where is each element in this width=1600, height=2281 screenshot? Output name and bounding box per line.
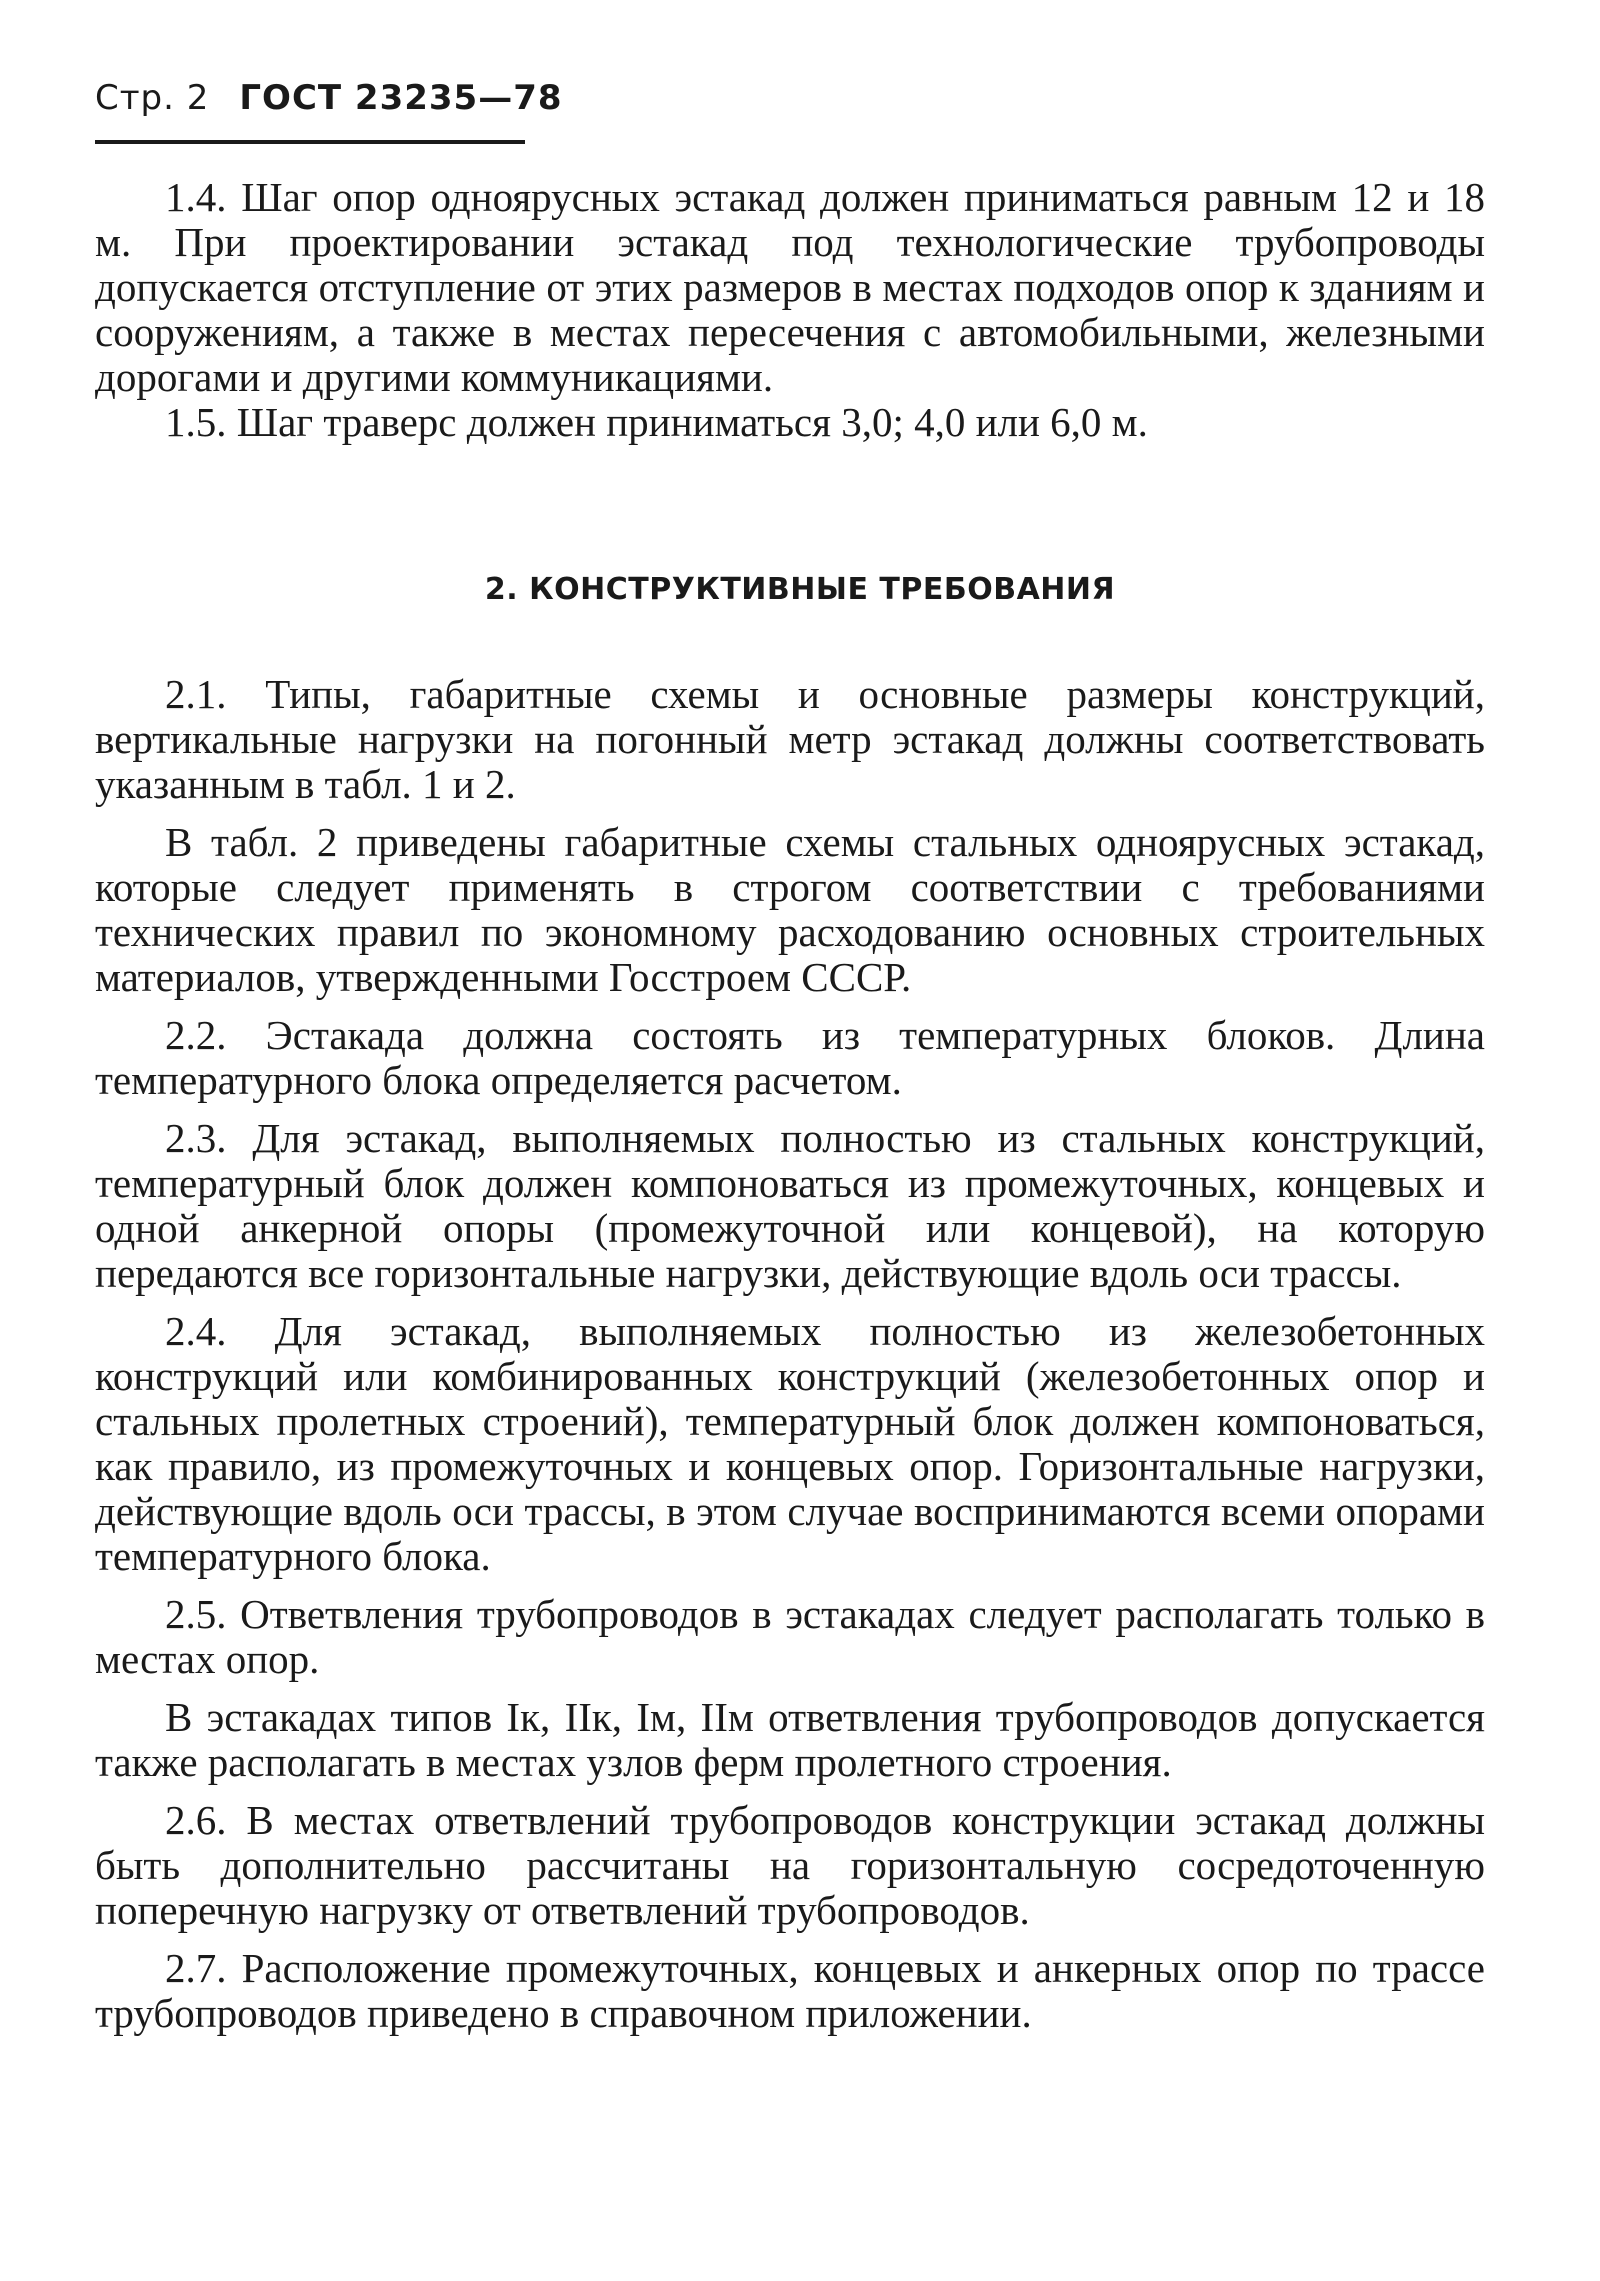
section-2-title: 2. КОНСТРУКТИВНЫЕ ТРЕБОВАНИЯ [484, 572, 1116, 607]
page-number: Стр. 2 [95, 78, 210, 118]
paragraph-table-2-note: В табл. 2 приведены габаритные схемы стальных одноярусных эстакад, которые следует применять в строгом соответствии с требованиями технических правил по экономному расходованию основных строительных материалов, утвержденными Госстроем СССР. [95, 819, 1485, 1000]
paragraph-2-6: 2.6. В местах ответвлений трубопроводов конструкции эстакад должны быть дополнительно рассчитаны на горизонтальную сосредоточенную поперечную нагрузку от ответвлений трубопроводов. [95, 1797, 1485, 1933]
paragraph-1-4: 1.4. Шаг опор одноярусных эстакад должен приниматься равным 12 и 18 м. При проектировании эстакад под технологические трубопроводы допускается отступление от этих размеров в местах подходов опор к зданиям и сооружениям, а также в местах пересечения с автомобильными, железными дорогами и другими коммуникациями. [95, 174, 1485, 400]
paragraph-1-5: 1.5. Шаг траверс должен приниматься 3,0; 4,0 или 6,0 м. [165, 399, 1148, 445]
section-2-text [95, 672, 1485, 2036]
section-1-text [95, 175, 1485, 445]
paragraph-branches-note: В эстакадах типов Iк, IIк, Iм, IIм ответвления трубопроводов допускается также располагать в местах узлов ферм пролетного строения. [95, 1694, 1485, 1785]
paragraph-2-3: 2.3. Для эстакад, выполняемых полностью из стальных конструкций, температурный блок должен компоноваться из промежуточных, концевых и одной анкерной опоры (промежуточной или концевой), на которую передаются все горизонтальные нагрузки, действующие вдоль оси трассы. [95, 1115, 1485, 1296]
header-rule [95, 140, 525, 144]
page-header [95, 78, 563, 118]
paragraph-2-4: 2.4. Для эстакад, выполняемых полностью из железобетонных конструкций или комбинированных конструкций (железобетонных опор и стальных пролетных строений), температурный блок должен компоноваться, как правило, из промежуточных и концевых опор. Горизонтальные нагрузки, действующие вдоль оси трассы, в этом случае воспринимаются всеми опорами температурного блока. [95, 1308, 1485, 1579]
paragraph-2-1: 2.1. Типы, габаритные схемы и основные размеры конструкций, вертикальные нагрузки на погонный метр эстакад должны соответствовать указанным в табл. 1 и 2. [95, 671, 1485, 807]
paragraph-2-2: 2.2. Эстакада должна состоять из температурных блоков. Длина температурного блока определяется расчетом. [95, 1012, 1485, 1103]
paragraph-2-5: 2.5. Ответвления трубопроводов в эстакадах следует располагать только в местах опор. [95, 1591, 1485, 1682]
standard-number: ГОСТ 23235—78 [239, 78, 563, 118]
paragraph-2-7: 2.7. Расположение промежуточных, концевых и анкерных опор по трассе трубопроводов приведено в справочном приложении. [95, 1945, 1485, 2036]
